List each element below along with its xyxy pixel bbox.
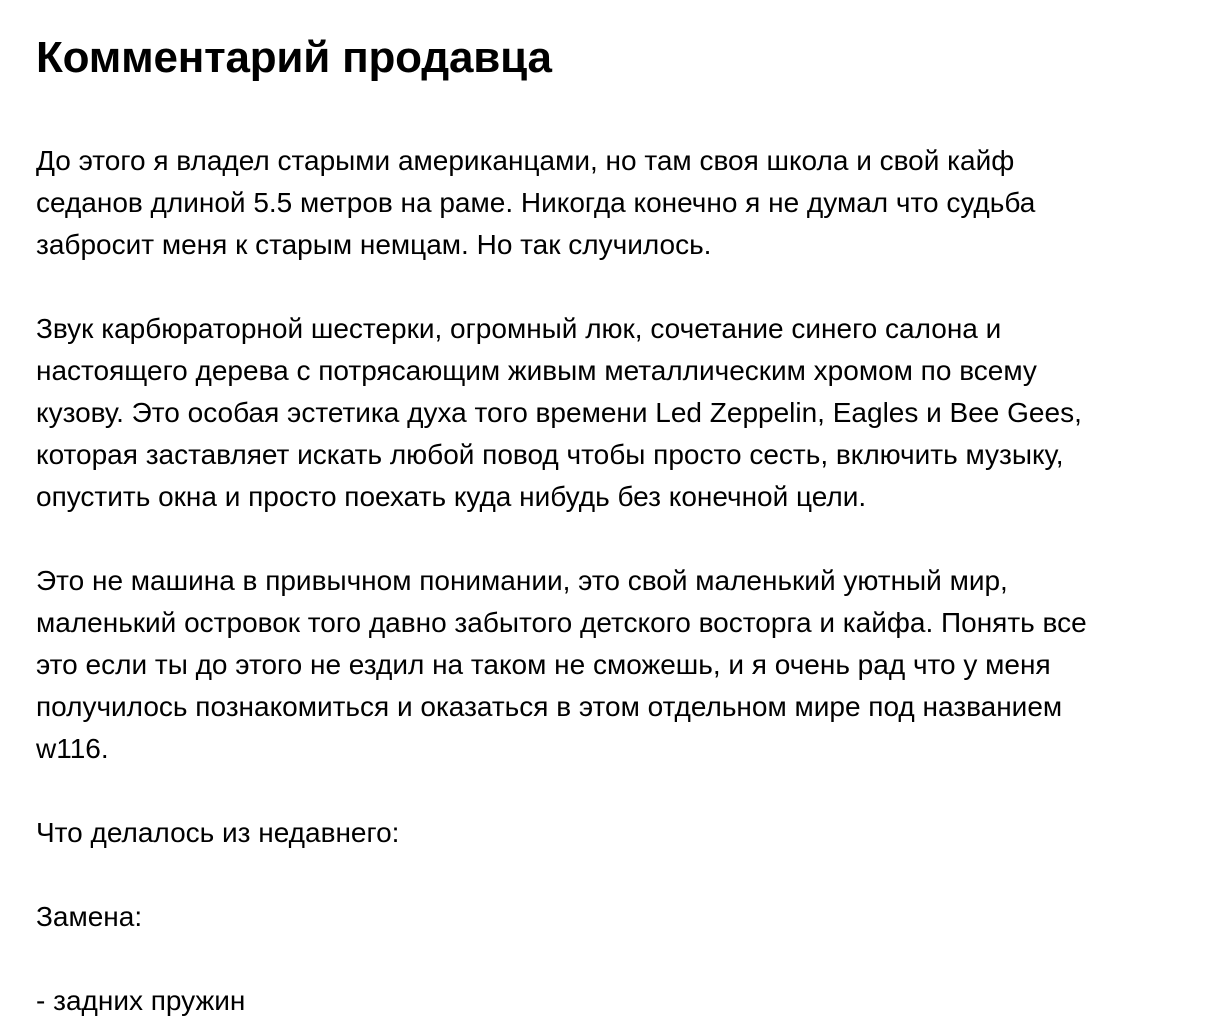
paragraph-recent-work-heading (36, 812, 1216, 854)
text-line: маленький островок того давно забытого детского восторга и кайфа. Понять все (36, 607, 1087, 638)
text-line: кузову. Это особая эстетика духа того времени Led Zeppelin, Eagles и Bee Gees, (36, 397, 1082, 428)
replacement-list-item (36, 980, 1216, 1022)
section-title: Комментарий продавца (36, 33, 552, 82)
text-line: w116. (36, 733, 109, 764)
text-line: Это не машина в привычном понимании, это свой маленький уютный мир, (36, 565, 1008, 596)
text-line: это если ты до этого не ездил на таком не сможешь, и я очень рад что у меня (36, 649, 1051, 680)
paragraph-intro (36, 140, 1216, 266)
text-line: которая заставляет искать любой повод чтобы просто сесть, включить музыку, (36, 439, 1064, 470)
paragraph-atmosphere (36, 308, 1216, 518)
text-line: - задних пружин (36, 985, 246, 1016)
text-line: Замена: (36, 901, 143, 932)
text-line: седанов длиной 5.5 метров на раме. Никогда конечно я не думал что судьба (36, 187, 1036, 218)
text-line: Что делалось из недавнего: (36, 817, 400, 848)
text-line: Звук карбюраторной шестерки, огромный люк, сочетание синего салона и (36, 313, 1002, 344)
text-line: настоящего дерева с потрясающим живым металлическим хромом по всему (36, 355, 1037, 386)
text-line: До этого я владел старыми американцами, но там своя школа и свой кайф (36, 145, 1015, 176)
text-line: получилось познакомиться и оказаться в этом отдельном мире под названием (36, 691, 1063, 722)
paragraph-replacement-heading (36, 896, 1216, 938)
text-line: забросит меня к старым немцам. Но так случилось. (36, 229, 712, 260)
paragraph-world (36, 560, 1216, 770)
text-line: опустить окна и просто поехать куда нибудь без конечной цели. (36, 481, 867, 512)
